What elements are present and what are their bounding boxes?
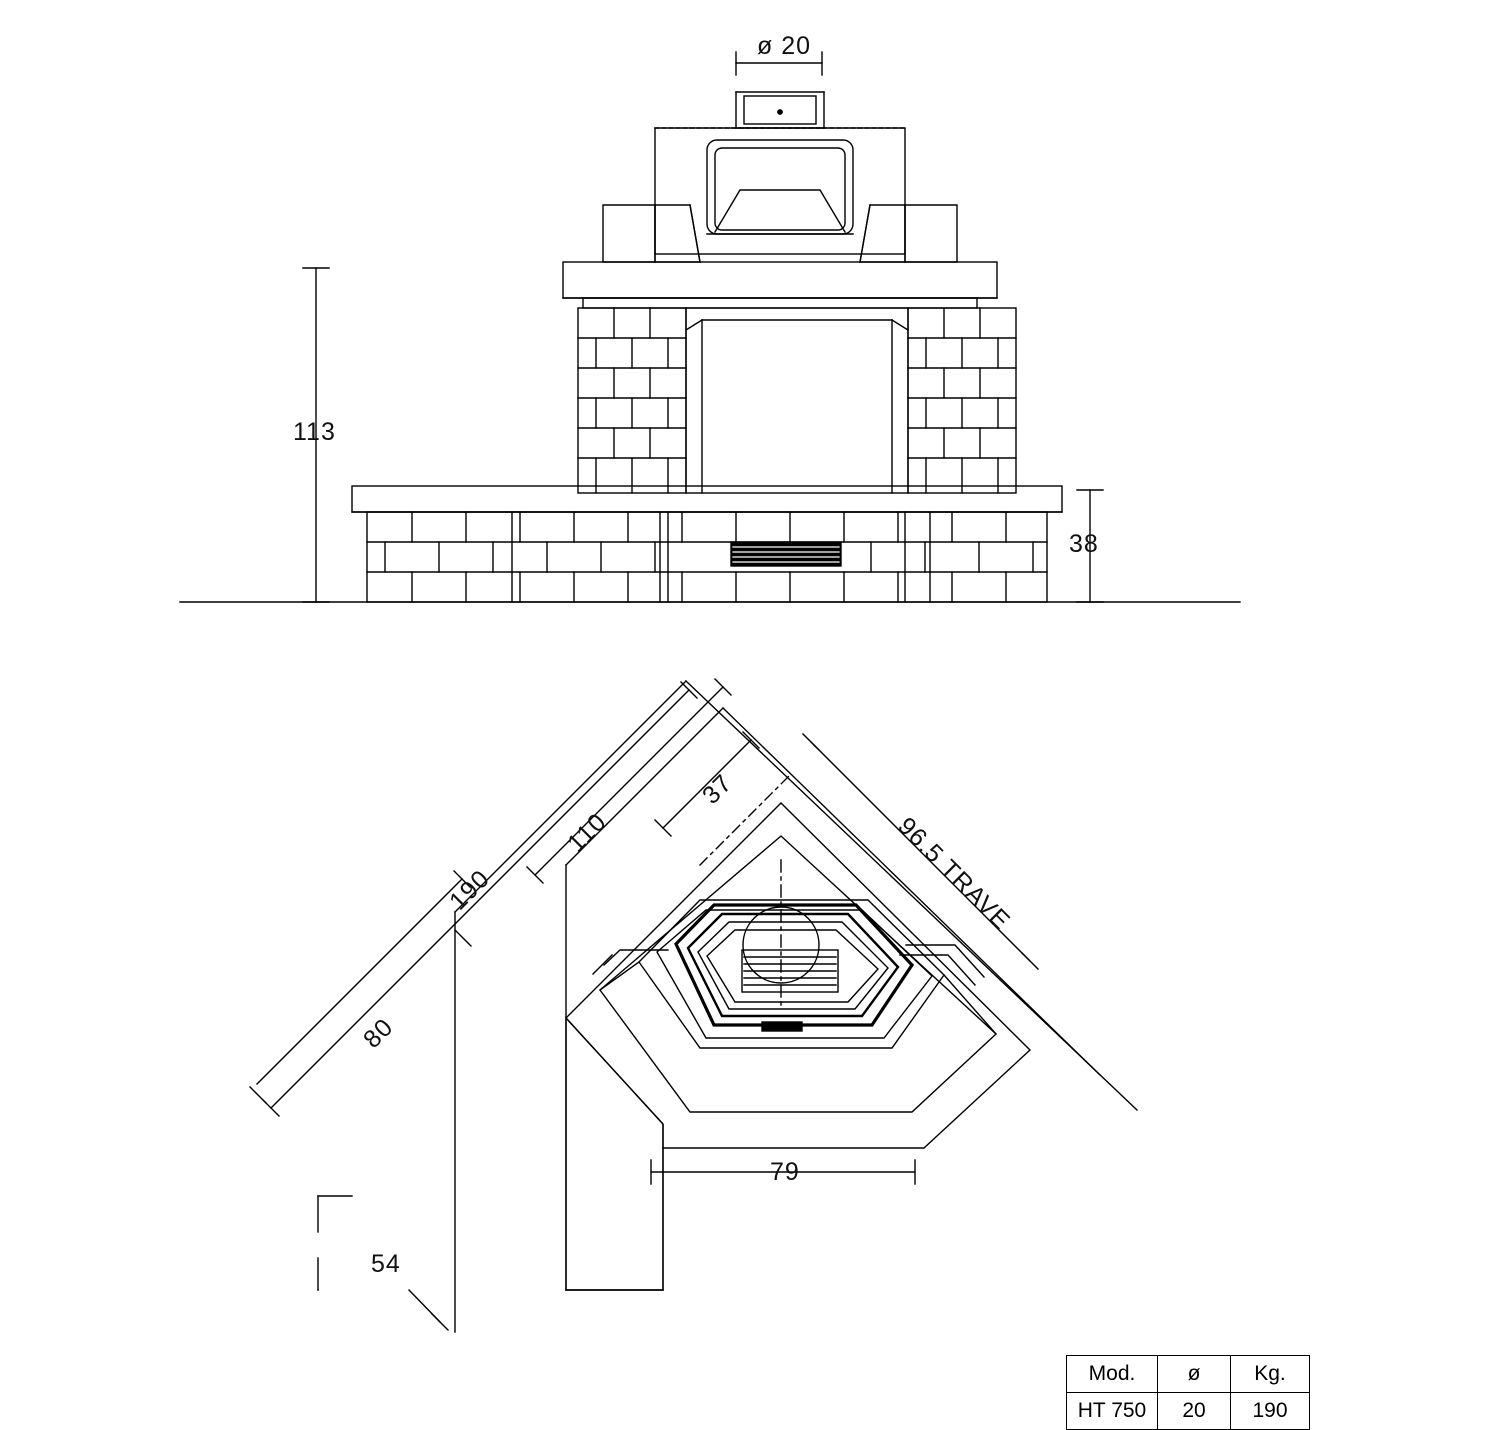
elevation-view (180, 52, 1240, 602)
base-brickwork (367, 512, 1047, 602)
firebox-opening (686, 308, 908, 493)
dim-label-front-79: 79 (770, 1158, 800, 1186)
plan-outer-walls (455, 681, 1137, 1332)
plan-view (250, 596, 1137, 1332)
table-cell-model: HT 750 (1067, 1393, 1158, 1430)
dim-label-width-110: 110 (562, 807, 613, 858)
dim-label-width-80: 80 (358, 1012, 399, 1054)
flue-collar (736, 92, 824, 128)
dim-110 (527, 679, 731, 883)
table-row (1067, 1393, 1310, 1430)
table-header-weight: Kg. (1231, 1356, 1310, 1393)
table-header-row (1067, 1356, 1310, 1393)
mantel-beam (563, 262, 997, 308)
dim-label-hearth-height: 38 (1069, 530, 1099, 558)
plan-firebox (676, 860, 912, 1031)
dim-label-side-54: 54 (371, 1250, 401, 1278)
table-header-mod: Mod. (1067, 1356, 1158, 1393)
left-brick-column (578, 308, 686, 493)
table-cell-diameter: 20 (1158, 1393, 1231, 1430)
dim-label-width-190: 190 (444, 864, 496, 916)
right-brick-column (908, 308, 1016, 493)
dim-label-total-height: 113 (293, 418, 336, 446)
hearth-slab (352, 486, 1062, 512)
table-header-diameter: ø (1158, 1356, 1231, 1393)
spec-table (1066, 1355, 1310, 1430)
hood (655, 128, 905, 254)
dim-label-depth-37: 37 (697, 768, 738, 810)
plan-side-wings (593, 945, 996, 1034)
air-grille (731, 542, 841, 566)
dim-label-beam: 96.5 TRAVE (892, 812, 1016, 936)
table-cell-weight: 190 (1231, 1393, 1310, 1430)
dim-80 (250, 871, 470, 1103)
dim-label-flue-diameter: ø 20 (757, 32, 812, 60)
